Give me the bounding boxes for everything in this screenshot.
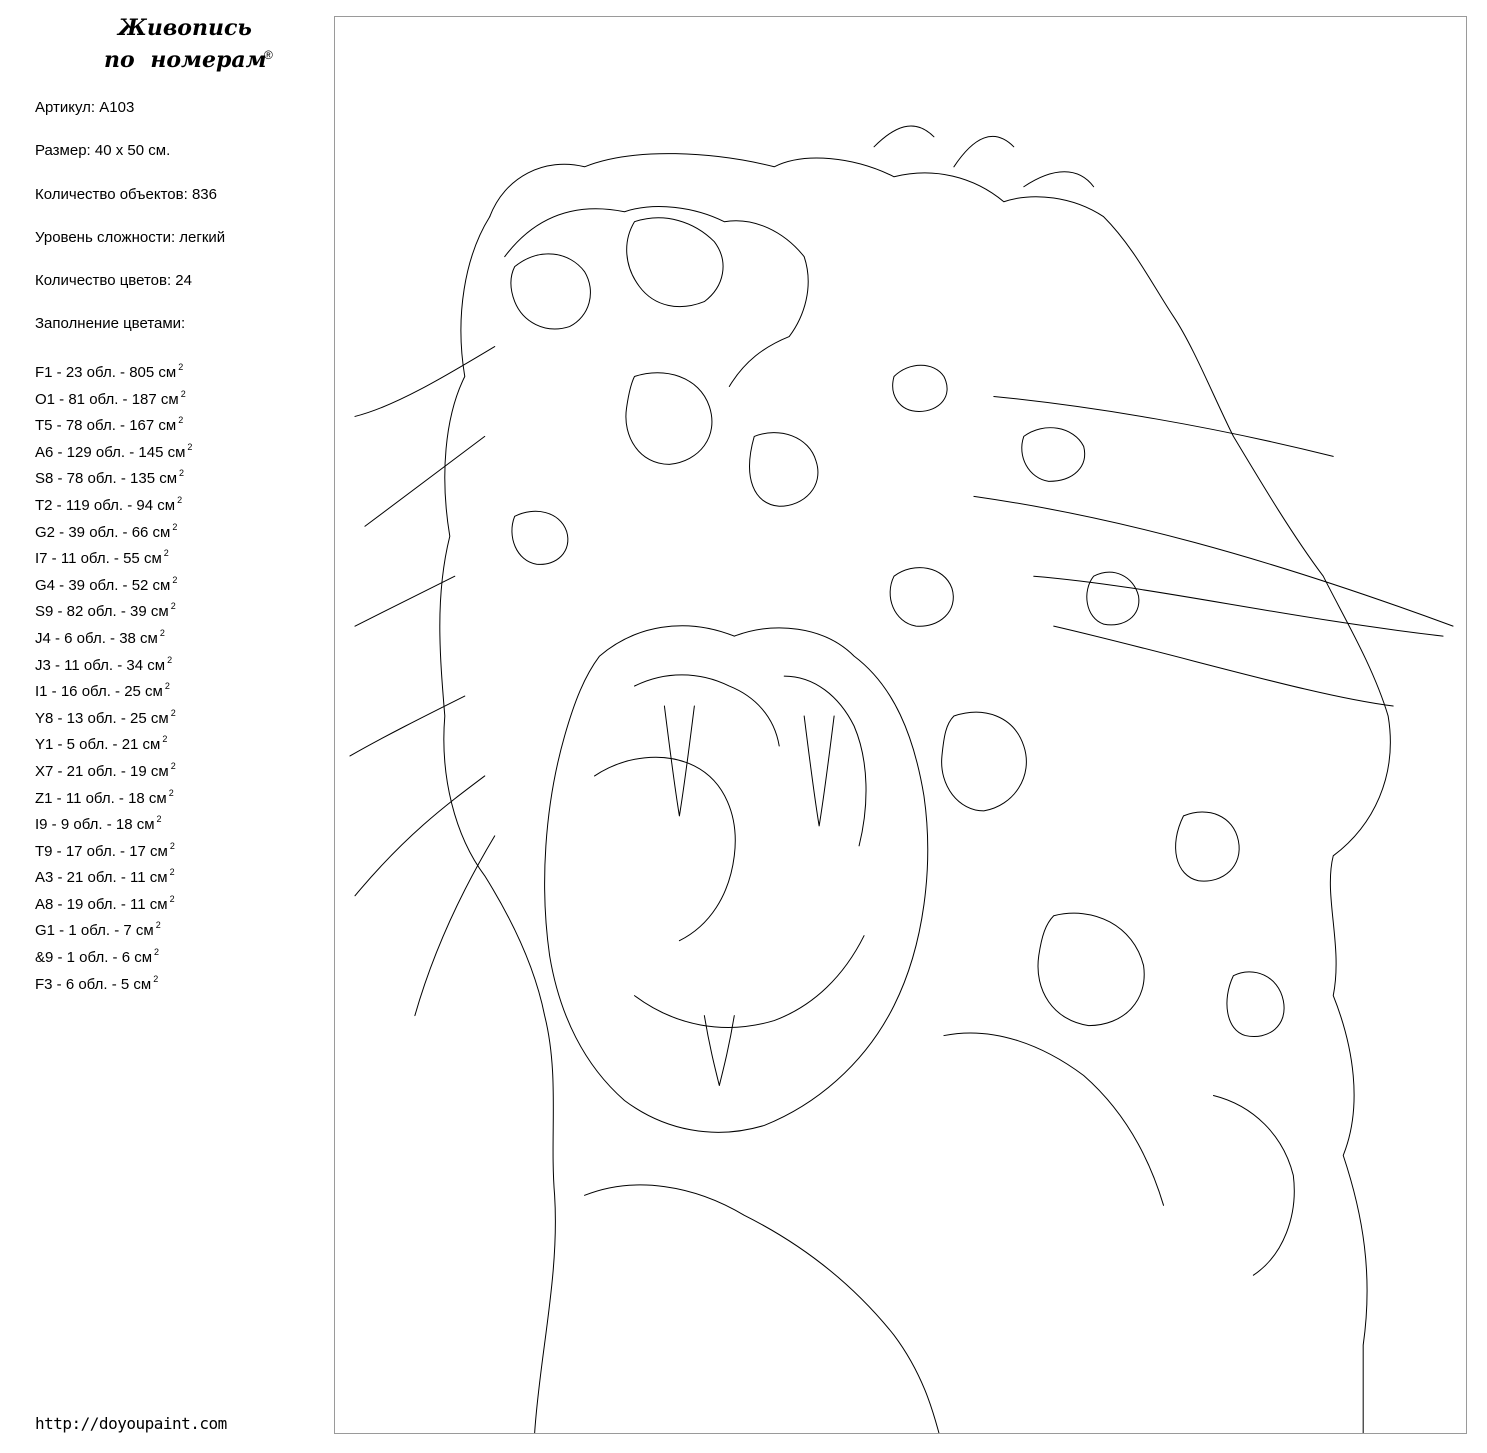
color-fill-item: [35, 729, 192, 756]
website-link[interactable]: http://doyoupaint.com: [35, 1414, 227, 1433]
color-fill-item: [35, 756, 192, 783]
color-fill-item: [35, 463, 192, 490]
product-info: [35, 98, 225, 358]
square-unit-superscript: 2: [169, 893, 175, 904]
color-fill-item: [35, 570, 192, 597]
color-fill-text: I9 - 9 обл. - 18 см: [35, 816, 155, 834]
square-unit-superscript: 2: [164, 681, 170, 692]
color-fill-item: [35, 676, 192, 703]
color-fill-text: S8 - 78 обл. - 135 см: [35, 470, 178, 488]
color-fill-item: [35, 889, 192, 916]
color-fill-item: [35, 703, 192, 730]
color-fill-text: I7 - 11 обл. - 55 см: [35, 550, 162, 568]
square-unit-superscript: 2: [172, 521, 178, 532]
color-fill-text: F3 - 6 обл. - 5 см: [35, 975, 152, 993]
color-count: Количество цветов: 24: [35, 272, 192, 290]
color-fill-list: [35, 357, 192, 995]
color-fill-text: G4 - 39 обл. - 52 см: [35, 576, 171, 594]
color-fill-text: &9 - 1 обл. - 6 см: [35, 949, 153, 967]
color-fill-text: T2 - 119 обл. - 94 см: [35, 496, 176, 514]
color-fill-item: [35, 517, 192, 544]
color-fill-item: [35, 783, 192, 810]
difficulty-level: Уровень сложности: легкий: [35, 228, 226, 246]
canvas-size: Размер: 40 x 50 см.: [35, 142, 171, 160]
brand-title-line1: Живопись: [118, 15, 252, 41]
info-panel: [0, 0, 320, 1453]
color-fill-item: [35, 596, 192, 623]
color-fill-text: Y1 - 5 обл. - 21 см: [35, 736, 161, 754]
square-unit-superscript: 2: [178, 362, 184, 372]
color-fill-item: [35, 623, 192, 650]
object-count: Количество объектов: 836: [35, 185, 217, 203]
square-unit-superscript: 2: [187, 441, 193, 452]
color-fill-item: [35, 650, 192, 677]
square-unit-superscript: 2: [154, 947, 160, 958]
color-fill-item: [35, 410, 192, 437]
square-unit-superscript: 2: [168, 787, 174, 798]
color-fill-text: O1 - 81 обл. - 187 см: [35, 390, 179, 408]
color-fill-text: A8 - 19 обл. - 11 см: [35, 895, 168, 913]
square-unit-superscript: 2: [159, 627, 165, 638]
brand-title-line2: по номерам: [104, 47, 267, 73]
color-fill-item: [35, 543, 192, 570]
color-fill-text: S9 - 82 обл. - 39 см: [35, 603, 169, 621]
color-fill-text: J4 - 6 обл. - 38 см: [35, 629, 158, 647]
color-fill-text: T9 - 17 обл. - 17 см: [35, 842, 168, 860]
square-unit-superscript: 2: [179, 468, 185, 479]
color-fill-item: [35, 836, 192, 863]
coloring-canvas: [334, 16, 1467, 1434]
square-unit-superscript: 2: [172, 574, 178, 585]
color-fill-text: F1 - 23 обл. - 805 см: [35, 364, 177, 381]
color-fill-item: [35, 357, 192, 384]
square-unit-superscript: 2: [180, 388, 186, 399]
square-unit-superscript: 2: [178, 415, 184, 426]
square-unit-superscript: 2: [169, 840, 175, 851]
color-fill-item: [35, 490, 192, 517]
square-unit-superscript: 2: [170, 601, 176, 612]
square-unit-superscript: 2: [162, 734, 168, 745]
color-fill-text: G1 - 1 обл. - 7 см: [35, 922, 154, 940]
square-unit-superscript: 2: [169, 867, 175, 878]
color-fill-item: [35, 942, 192, 969]
color-fill-item: [35, 862, 192, 889]
color-fill-text: X7 - 21 обл. - 19 см: [35, 762, 169, 780]
color-fill-text: Z1 - 11 обл. - 18 см: [35, 789, 167, 807]
fill-heading: Заполнение цветами:: [35, 315, 186, 333]
square-unit-superscript: 2: [167, 654, 173, 665]
lion-outline-drawing: [335, 17, 1466, 1433]
color-fill-text: Y8 - 13 обл. - 25 см: [35, 709, 169, 727]
registered-mark: ®: [264, 48, 273, 62]
color-fill-item: [35, 915, 192, 942]
color-fill-text: T5 - 78 обл. - 167 см: [35, 417, 177, 435]
brand-logo: [96, 12, 296, 76]
square-unit-superscript: 2: [177, 494, 183, 505]
color-fill-text: G2 - 39 обл. - 66 см: [35, 523, 171, 541]
article-number: Артикул: A103: [35, 99, 135, 116]
square-unit-superscript: 2: [170, 760, 176, 771]
square-unit-superscript: 2: [153, 973, 159, 984]
color-fill-text: J3 - 11 обл. - 34 см: [35, 656, 166, 674]
color-fill-text: A3 - 21 обл. - 11 см: [35, 869, 168, 887]
square-unit-superscript: 2: [163, 548, 169, 559]
color-fill-text: A6 - 129 обл. - 145 см: [35, 443, 186, 461]
color-fill-text: I1 - 16 обл. - 25 см: [35, 683, 163, 701]
color-fill-item: [35, 809, 192, 836]
color-fill-item: [35, 437, 192, 464]
square-unit-superscript: 2: [170, 707, 176, 718]
color-fill-item: [35, 969, 192, 996]
color-fill-item: [35, 384, 192, 411]
square-unit-superscript: 2: [156, 814, 162, 825]
square-unit-superscript: 2: [155, 920, 161, 931]
